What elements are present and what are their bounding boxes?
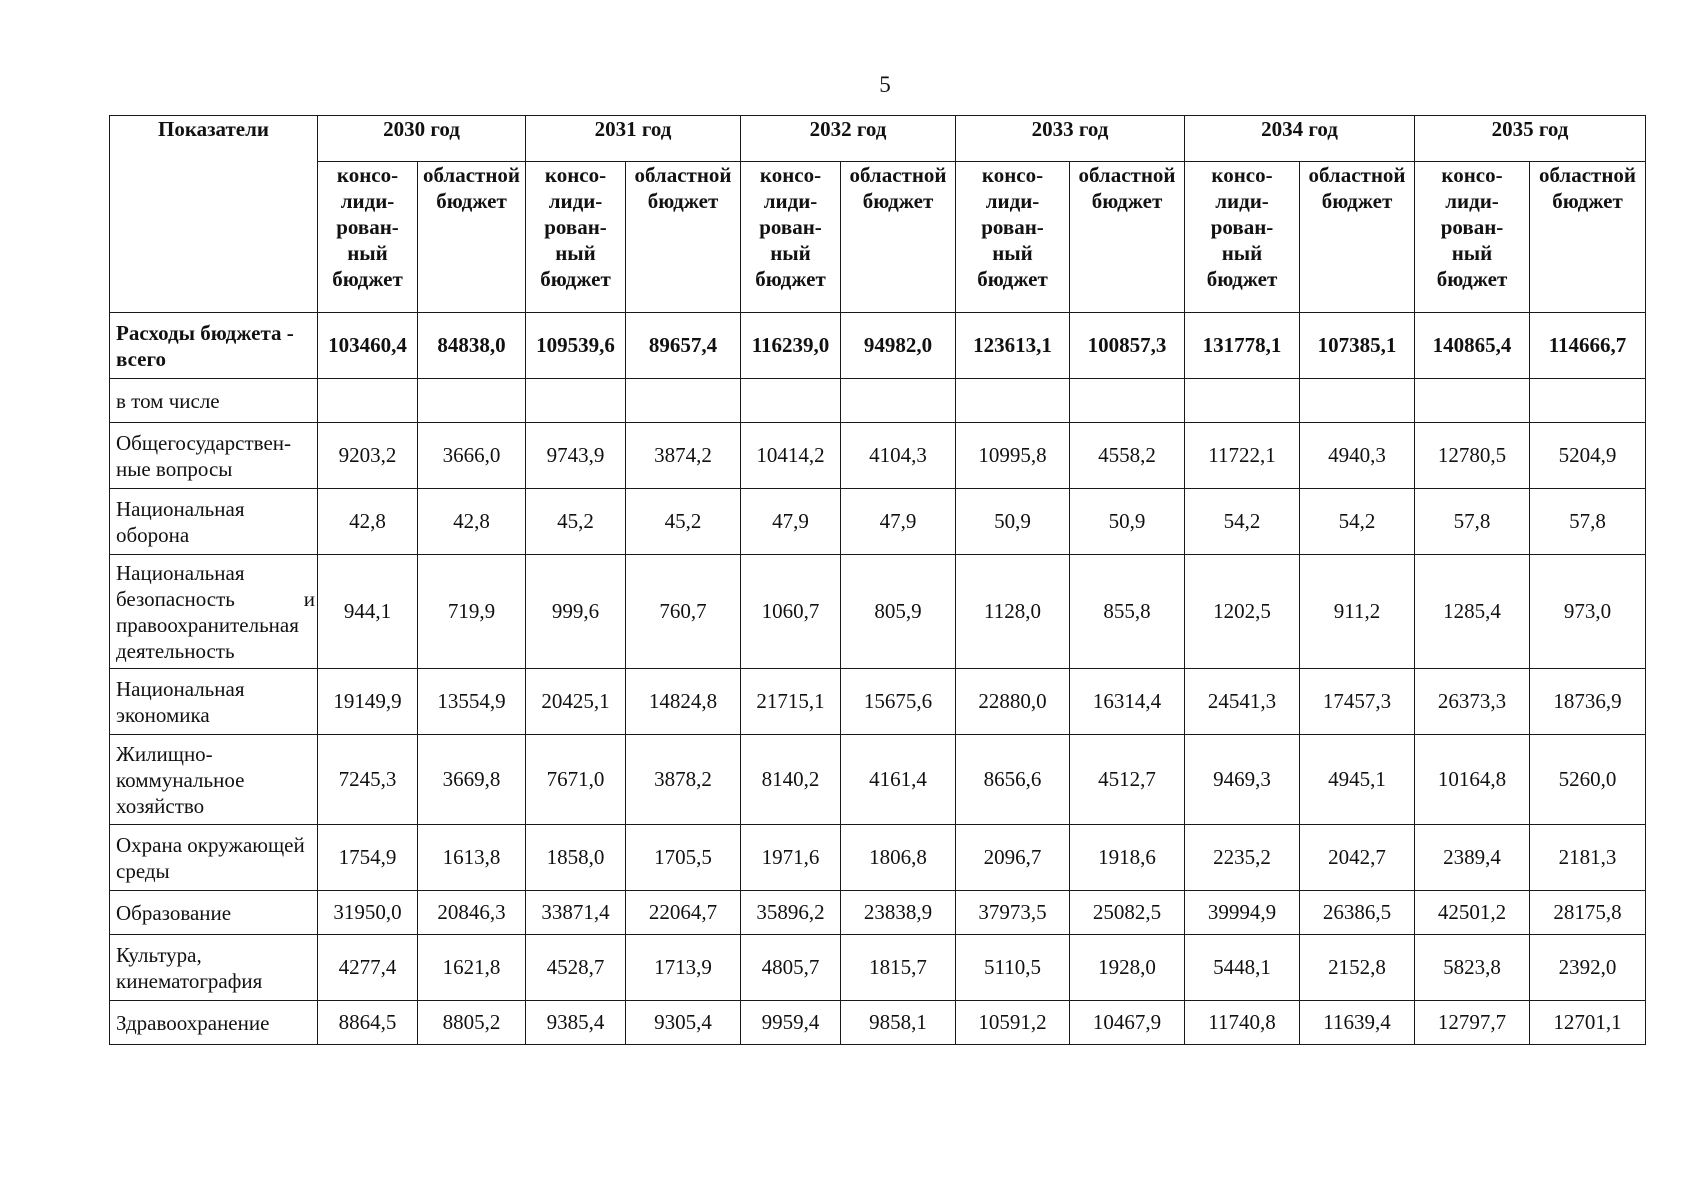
consolidated-value-cell: 42,8 [318,489,418,555]
regional-budget-header [841,162,956,313]
regional-value-cell: 5204,9 [1530,423,1646,489]
year-header: 2032 год [741,116,956,162]
regional-budget-header-part: бюджет [1552,189,1623,213]
consolidated-value-cell: 21715,1 [741,669,841,735]
regional-value-cell: 2392,0 [1530,935,1646,1001]
regional-value-cell: 42,8 [418,489,526,555]
consolidated-value-cell: 10164,8 [1415,735,1530,825]
regional-budget-header [418,162,526,313]
consolidated-value-cell: 57,8 [1415,489,1530,555]
consolidated-budget-header-part: лиди- [548,189,603,213]
consolidated-value-cell: 116239,0 [741,313,841,379]
consolidated-value-cell: 26373,3 [1415,669,1530,735]
table-row [110,379,1646,423]
table-row [110,1001,1646,1045]
regional-value-cell: 4161,4 [841,735,956,825]
consolidated-value-cell: 4528,7 [526,935,626,1001]
regional-value-cell: 16314,4 [1070,669,1185,735]
table-row [110,423,1646,489]
consolidated-value-cell: 4805,7 [741,935,841,1001]
consolidated-budget-header-part: ный [347,241,388,265]
regional-value-cell: 1815,7 [841,935,956,1001]
regional-value-cell: 2042,7 [1300,825,1415,891]
row-label: Культура, кинематография [110,935,318,1001]
consolidated-value-cell: 10995,8 [956,423,1070,489]
regional-value-cell: 1918,6 [1070,825,1185,891]
year-header: 2030 год [318,116,526,162]
consolidated-budget-header-part: бюджет [755,267,826,291]
consolidated-budget-header-part: ный [1451,241,1493,265]
regional-value-cell: 100857,3 [1070,313,1185,379]
consolidated-value-cell: 8864,5 [318,1001,418,1045]
consolidated-budget-header [318,162,418,313]
consolidated-budget-header-part: бюджет [1436,267,1508,291]
consolidated-budget-header-part: лиди- [340,189,395,213]
regional-value-cell: 2181,3 [1530,825,1646,891]
consolidated-value-cell [1415,379,1530,423]
regional-value-cell: 9858,1 [841,1001,956,1045]
consolidated-budget-header-part: бюджет [977,267,1048,291]
regional-value-cell: 9305,4 [626,1001,741,1045]
regional-value-cell: 1621,8 [418,935,526,1001]
consolidated-value-cell: 35896,2 [741,891,841,935]
regional-value-cell: 973,0 [1530,555,1646,669]
regional-value-cell: 4945,1 [1300,735,1415,825]
row-label: Охрана окружающей среды [110,825,318,891]
consolidated-value-cell: 9203,2 [318,423,418,489]
consolidated-budget-header-part: лиди- [985,189,1040,213]
regional-value-cell: 911,2 [1300,555,1415,669]
consolidated-budget-header-part: консо- [1441,163,1503,187]
consolidated-budget-header-part: консо- [1211,163,1273,187]
regional-value-cell: 1705,5 [626,825,741,891]
consolidated-budget-header [956,162,1070,313]
consolidated-budget-header-part: лиди- [1215,189,1269,213]
row-label: Общегосударствен-ные вопросы [110,423,318,489]
row-label: Национальная безопасность и правоохранительная деятельность [110,555,318,669]
consolidated-value-cell: 944,1 [318,555,418,669]
regional-value-cell: 50,9 [1070,489,1185,555]
regional-value-cell: 3669,8 [418,735,526,825]
consolidated-value-cell: 1285,4 [1415,555,1530,669]
consolidated-budget-header [1185,162,1300,313]
consolidated-value-cell: 5823,8 [1415,935,1530,1001]
row-label: Национальная экономика [110,669,318,735]
consolidated-value-cell: 22880,0 [956,669,1070,735]
regional-value-cell: 805,9 [841,555,956,669]
table-body [110,313,1646,1045]
regional-value-cell: 114666,7 [1530,313,1646,379]
regional-value-cell: 18736,9 [1530,669,1646,735]
regional-value-cell: 12701,1 [1530,1001,1646,1045]
consolidated-value-cell: 42501,2 [1415,891,1530,935]
consolidated-budget-header [1415,162,1530,313]
regional-value-cell: 3878,2 [626,735,741,825]
row-label: в том числе [110,379,318,423]
consolidated-value-cell [1185,379,1300,423]
consolidated-budget-header-part: ный [1221,241,1263,265]
consolidated-budget-header-part: бюджет [1206,267,1278,291]
consolidated-budget-header-part: консо- [544,163,607,187]
consolidated-value-cell: 19149,9 [318,669,418,735]
row-label: Расходы бюджета - всего [110,313,318,379]
consolidated-value-cell: 8140,2 [741,735,841,825]
regional-value-cell: 54,2 [1300,489,1415,555]
consolidated-budget-header-part: лиди- [763,189,818,213]
regional-value-cell: 1713,9 [626,935,741,1001]
year-header: 2033 год [956,116,1185,162]
consolidated-budget-header-part: ный [770,241,811,265]
consolidated-value-cell: 2389,4 [1415,825,1530,891]
regional-value-cell: 1613,8 [418,825,526,891]
regional-value-cell: 15675,6 [841,669,956,735]
regional-budget-header-part: областной [849,163,947,187]
regional-value-cell: 45,2 [626,489,741,555]
consolidated-value-cell: 1202,5 [1185,555,1300,669]
consolidated-budget-header-part: рован- [336,215,399,239]
consolidated-value-cell: 9959,4 [741,1001,841,1045]
regional-value-cell: 94982,0 [841,313,956,379]
regional-value-cell: 26386,5 [1300,891,1415,935]
consolidated-budget-header-part: консо- [336,163,399,187]
indicator-header: Показатели [110,116,318,313]
consolidated-budget-header-part: ный [555,241,596,265]
consolidated-value-cell: 1754,9 [318,825,418,891]
consolidated-value-cell [741,379,841,423]
consolidated-value-cell: 5110,5 [956,935,1070,1001]
regional-budget-header-part: областной [1538,163,1637,187]
consolidated-value-cell: 10591,2 [956,1001,1070,1045]
consolidated-value-cell [318,379,418,423]
regional-value-cell: 4512,7 [1070,735,1185,825]
regional-budget-header-part: бюджет [1091,189,1163,213]
consolidated-value-cell: 7245,3 [318,735,418,825]
regional-budget-header-part: бюджет [647,189,719,213]
regional-value-cell: 4558,2 [1070,423,1185,489]
table-row [110,489,1646,555]
table-row [110,669,1646,735]
consolidated-value-cell: 1858,0 [526,825,626,891]
consolidated-budget-header-part: рован- [544,215,607,239]
consolidated-value-cell: 7671,0 [526,735,626,825]
regional-value-cell: 4104,3 [841,423,956,489]
consolidated-value-cell: 140865,4 [1415,313,1530,379]
consolidated-value-cell: 24541,3 [1185,669,1300,735]
table-row [110,825,1646,891]
consolidated-value-cell: 9385,4 [526,1001,626,1045]
consolidated-value-cell [526,379,626,423]
consolidated-value-cell: 123613,1 [956,313,1070,379]
row-label: Национальная оборона [110,489,318,555]
regional-value-cell: 20846,3 [418,891,526,935]
consolidated-value-cell: 109539,6 [526,313,626,379]
regional-value-cell [1530,379,1646,423]
consolidated-budget-header [526,162,626,313]
consolidated-value-cell: 1060,7 [741,555,841,669]
regional-value-cell: 84838,0 [418,313,526,379]
consolidated-value-cell: 37973,5 [956,891,1070,935]
regional-value-cell: 8805,2 [418,1001,526,1045]
regional-budget-header [1530,162,1646,313]
consolidated-value-cell: 2235,2 [1185,825,1300,891]
table-row [110,891,1646,935]
regional-budget-header-part: бюджет [436,189,507,213]
regional-budget-header-part: бюджет [862,189,934,213]
regional-value-cell [841,379,956,423]
row-label: Жилищно-коммунальное хозяйство [110,735,318,825]
consolidated-value-cell [956,379,1070,423]
regional-value-cell: 10467,9 [1070,1001,1185,1045]
regional-value-cell: 107385,1 [1300,313,1415,379]
regional-value-cell: 11639,4 [1300,1001,1415,1045]
regional-value-cell: 47,9 [841,489,956,555]
page-number: 5 [879,72,891,97]
regional-budget-header-part: областной [634,163,732,187]
regional-value-cell: 5260,0 [1530,735,1646,825]
year-header-row [110,116,1646,162]
regional-value-cell: 3666,0 [418,423,526,489]
consolidated-value-cell: 47,9 [741,489,841,555]
consolidated-value-cell: 50,9 [956,489,1070,555]
regional-value-cell: 13554,9 [418,669,526,735]
consolidated-value-cell: 103460,4 [318,313,418,379]
regional-value-cell: 3874,2 [626,423,741,489]
budget-type-header-row [110,162,1646,313]
regional-value-cell: 760,7 [626,555,741,669]
regional-value-cell: 2152,8 [1300,935,1415,1001]
regional-value-cell: 1806,8 [841,825,956,891]
regional-value-cell: 57,8 [1530,489,1646,555]
regional-value-cell: 14824,8 [626,669,741,735]
year-header: 2034 год [1185,116,1415,162]
consolidated-budget-header-part: консо- [759,163,822,187]
consolidated-value-cell: 39994,9 [1185,891,1300,935]
consolidated-value-cell: 1128,0 [956,555,1070,669]
regional-budget-header [1300,162,1415,313]
year-header: 2031 год [526,116,741,162]
consolidated-value-cell: 11740,8 [1185,1001,1300,1045]
table-row [110,735,1646,825]
consolidated-value-cell: 1971,6 [741,825,841,891]
consolidated-value-cell: 5448,1 [1185,935,1300,1001]
consolidated-budget-header-part: рован- [759,215,822,239]
consolidated-value-cell: 45,2 [526,489,626,555]
year-header: 2035 год [1415,116,1646,162]
table-row [110,555,1646,669]
regional-value-cell: 89657,4 [626,313,741,379]
consolidated-value-cell: 10414,2 [741,423,841,489]
regional-budget-header [626,162,741,313]
regional-value-cell: 17457,3 [1300,669,1415,735]
consolidated-value-cell: 4277,4 [318,935,418,1001]
regional-value-cell [418,379,526,423]
regional-budget-header-part: областной [422,163,521,187]
regional-value-cell: 855,8 [1070,555,1185,669]
consolidated-budget-header-part: рован- [1210,215,1274,239]
consolidated-value-cell: 54,2 [1185,489,1300,555]
table-row [110,935,1646,1001]
consolidated-value-cell: 2096,7 [956,825,1070,891]
consolidated-value-cell: 131778,1 [1185,313,1300,379]
consolidated-value-cell: 12797,7 [1415,1001,1530,1045]
regional-value-cell: 719,9 [418,555,526,669]
consolidated-value-cell: 31950,0 [318,891,418,935]
consolidated-budget-header-part: рован- [981,215,1044,239]
regional-budget-header-part: областной [1078,163,1176,187]
consolidated-value-cell: 33871,4 [526,891,626,935]
regional-value-cell [626,379,741,423]
regional-budget-header-part: областной [1308,163,1406,187]
consolidated-value-cell: 20425,1 [526,669,626,735]
consolidated-budget-header-part: рован- [1440,215,1504,239]
table-row [110,313,1646,379]
regional-budget-header-part: бюджет [1321,189,1393,213]
consolidated-budget-header-part: ный [992,241,1033,265]
regional-value-cell: 25082,5 [1070,891,1185,935]
regional-value-cell: 1928,0 [1070,935,1185,1001]
row-label: Образование [110,891,318,935]
consolidated-budget-header-part: бюджет [332,267,403,291]
consolidated-value-cell: 9469,3 [1185,735,1300,825]
consolidated-budget-header-part: бюджет [540,267,611,291]
regional-value-cell: 28175,8 [1530,891,1646,935]
consolidated-value-cell: 11722,1 [1185,423,1300,489]
row-label: Здравоохранение [110,1001,318,1045]
consolidated-budget-header-part: консо- [981,163,1044,187]
consolidated-value-cell: 9743,9 [526,423,626,489]
consolidated-value-cell: 8656,6 [956,735,1070,825]
regional-value-cell [1300,379,1415,423]
regional-value-cell: 4940,3 [1300,423,1415,489]
regional-value-cell [1070,379,1185,423]
consolidated-value-cell: 999,6 [526,555,626,669]
budget-table [109,115,1646,1045]
regional-value-cell: 22064,7 [626,891,741,935]
regional-budget-header [1070,162,1185,313]
consolidated-budget-header-part: лиди- [1445,189,1499,213]
consolidated-value-cell: 12780,5 [1415,423,1530,489]
consolidated-budget-header [741,162,841,313]
regional-value-cell: 23838,9 [841,891,956,935]
